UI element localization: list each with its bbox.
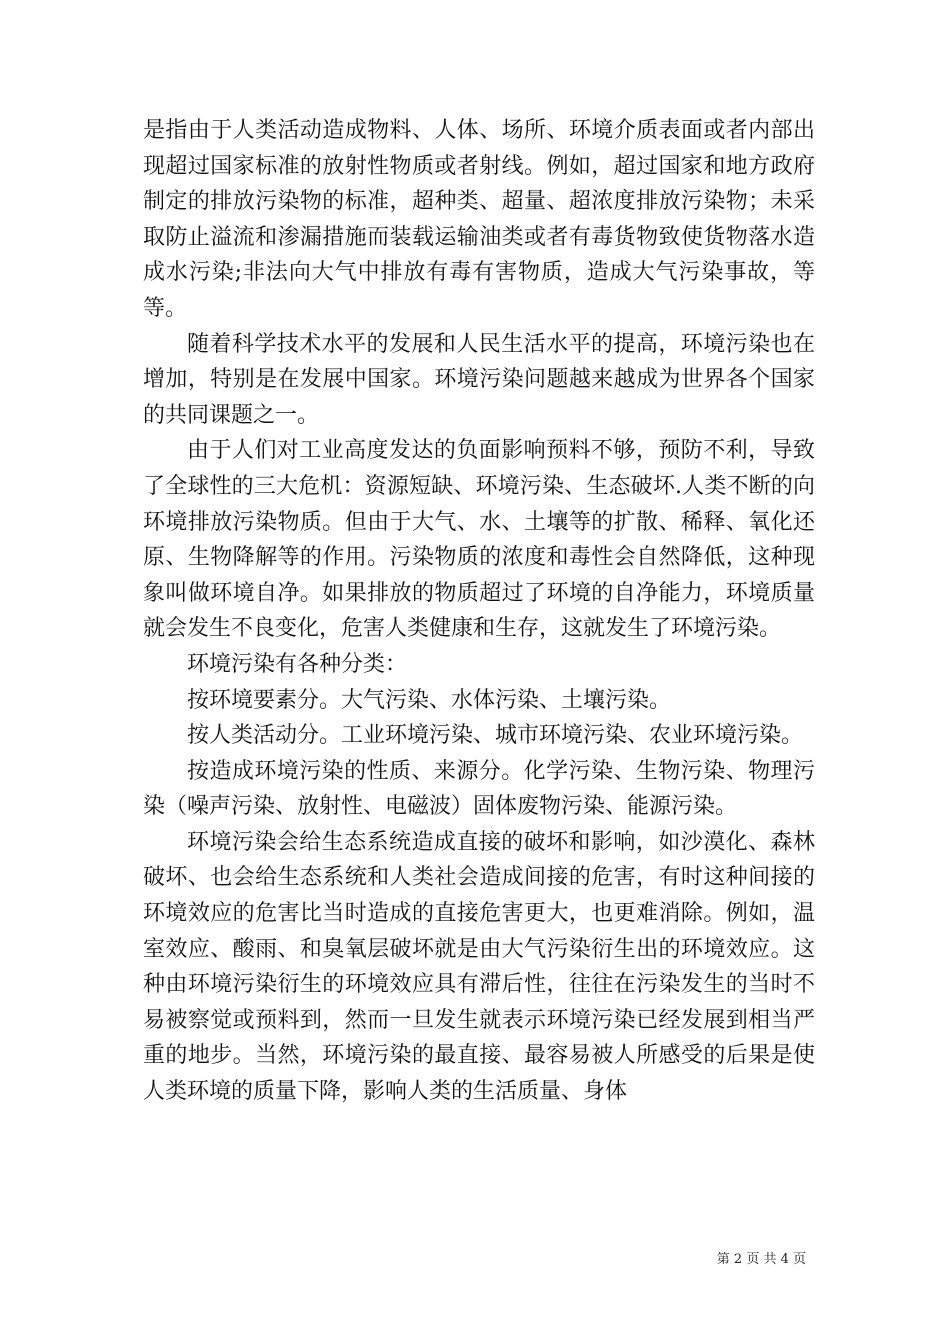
paragraph-continuation: 是指由于人类活动造成物料、人体、场所、环境介质表面或者内部出现超过国家标准的放射性物质或者射线。例如，超过国家和地方政府制定的排放污染物的标准，超种类、超量、超浓度排放污染物；未采取防止溢流和渗漏措施而装载运输油类或者有毒货物致使货物落水造成水污染;非法向大气中排放有毒有害物质，造成大气污染事故，等等。: [143, 118, 815, 321]
paragraph-classification-intro: 环境污染有各种分类：: [187, 651, 408, 677]
body-text: [143, 113, 815, 1110]
paragraph-by-nature: 按造成环境污染的性质、来源分。化学污染、生物污染、物理污染（噪声污染、放射性、电磁波）固体废物污染、能源污染。: [143, 758, 815, 820]
paragraph-by-element: 按环境要素分。大气污染、水体污染、土壤污染。: [187, 687, 672, 713]
page-number: 第 2 页 共 4 页: [716, 1252, 806, 1267]
paragraph-development: 随着科学技术水平的发展和人民生活水平的提高，环境污染也在增加，特别是在发展中国家。环境污染问题越来越成为世界各个国家的共同课题之一。: [143, 331, 815, 428]
paragraph-by-activity: 按人类活动分。工业环境污染、城市环境污染、农业环境污染。: [187, 723, 804, 749]
paragraph-effects: 环境污染会给生态系统造成直接的破坏和影响，如沙漠化、森林破坏、也会给生态系统和人类社会造成间接的危害，有时这种间接的环境效应的危害比当时造成的直接危害更大，也更难消除。例如，温室效应、酸雨、和臭氧层破坏就是由大气污染衍生出的环境效应。这种由环境污染衍生的环境效应具有滞后性，往往在污染发生的当时不易被察觉或预料到，然而一旦发生就表示环境污染已经发展到相当严重的地步。当然，环境污染的最直接、最容易被人所感受的后果是使人类环境的质量下降，影响人类的生活质量、身体: [143, 829, 815, 1105]
paragraph-global-crisis: 由于人们对工业高度发达的负面影响预料不够，预防不利，导致了全球性的三大危机：资源短缺、环境污染、生态破坏.人类不断的向环境排放污染物质。但由于大气、水、土壤等的扩散、稀释、氧化还原、生物降解等的作用。污染物质的浓度和毒性会自然降低，这种现象叫做环境自净。如果排放的物质超过了环境的自净能力，环境质量就会发生不良变化，危害人类健康和生存，这就发生了环境污染。: [143, 438, 815, 642]
